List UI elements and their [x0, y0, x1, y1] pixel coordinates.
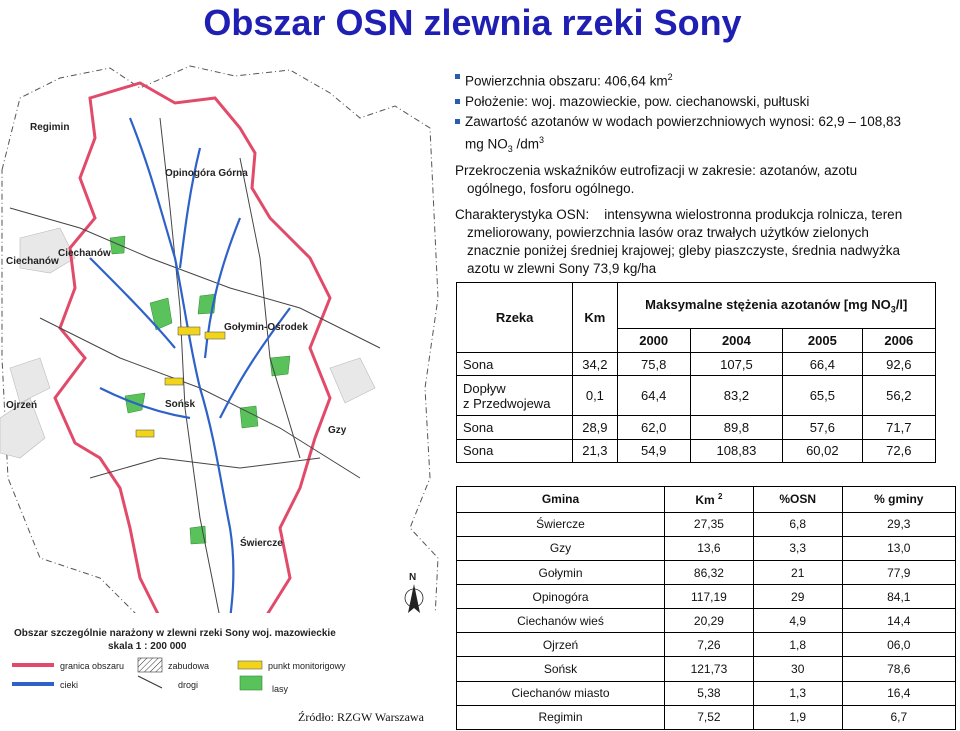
table-row: Dopływ z Przedwojewa 0,1 64,4 83,2 65,5 56,2	[457, 376, 936, 416]
svg-text:N: N	[409, 572, 417, 583]
table-row: Sona 34,2 75,8 107,5 66,4 92,6	[457, 353, 936, 376]
table-row: Ojrzeń 7,26 1,8 06,0	[457, 633, 956, 657]
table-row: Sońsk 121,73 30 78,6	[457, 657, 956, 681]
col-year: 2005	[783, 329, 863, 353]
map-label-opinogora: Opinogóra Górna	[165, 168, 248, 179]
info-area: Powierzchnia obszaru: 406,64 $km^2$	[455, 68, 945, 91]
table-row: Gołymin 86,32 21 77,9	[457, 560, 956, 584]
col-gmina: Gmina	[457, 487, 665, 513]
info-panel	[455, 68, 945, 280]
legend-forests-swatch	[240, 676, 262, 690]
legend-title: Obszar szczególnie narażony w zlewni rzeki Sony woj. mazowieckie	[14, 628, 336, 639]
source-note: Źródło: RZGW Warszawa	[298, 710, 424, 724]
svg-text:punkt monitorigowy: punkt monitorigowy	[268, 661, 346, 671]
gmina-table	[456, 486, 956, 730]
table-row: Gzy 13,6 3,3 13,0	[457, 536, 956, 560]
col-year: 2000	[617, 329, 690, 353]
nitrate-table	[456, 282, 936, 463]
col-year: 2004	[690, 329, 782, 353]
legend-scale: skala 1 : 200 000	[108, 641, 187, 652]
col-km: Km	[573, 283, 617, 353]
page-title: Obszar OSN zlewnia rzeki Sony	[203, 2, 742, 43]
svg-text:granica obszaru: granica obszaru	[60, 661, 125, 671]
col-max: Maksymalne stężenia azotanów [mg $NO_3/l$]	[617, 283, 935, 329]
col-area: Km $^2$	[665, 487, 754, 513]
map-label-sonsk: Sońsk	[165, 399, 196, 410]
table-row: Opinogóra 117,19 29 84,1	[457, 585, 956, 609]
north-arrow-icon	[405, 572, 423, 613]
map-label-ciechanow: Ciechanów	[58, 248, 111, 259]
col-gmina-pct: % gminy	[842, 487, 955, 513]
col-year: 2006	[862, 329, 935, 353]
table-row: Świercze 27,35 6,8 29,3	[457, 512, 956, 536]
legend-buildings-swatch	[138, 658, 162, 672]
table-row: Ciechanów wieś 20,29 4,9 14,4	[457, 609, 956, 633]
svg-text:zabudowa: zabudowa	[168, 661, 210, 671]
svg-text:cieki: cieki	[60, 680, 79, 690]
legend-point-swatch	[238, 661, 262, 669]
map-label-gzy: Gzy	[328, 425, 347, 436]
osn-map	[0, 58, 440, 730]
table-row: Regimin 7,52 1,9 6,7	[457, 705, 956, 729]
info-characteristics: Charakterystyka OSN: intensywna wielostronna produkcja rolnicza, teren zmeliorowany, powierzchnia lasów oraz trwałych użytków zielonych znacznie poniżej średniej krajowej; gleby piaszczyste, średnia nadwyżka azotu w zlewni Sony 73,9 kg/ha	[455, 206, 903, 276]
table-row: Sona 28,9 62,0 89,8 57,6 71,7	[457, 416, 936, 439]
map-label-swiercze: Świercze	[240, 538, 283, 549]
info-eutrophication: Przekroczenia wskaźników eutrofizacji w zakresie: azotanów, azotu ogólnego, fosforu ogólnego.	[455, 162, 858, 196]
col-river: Rzeka	[457, 283, 573, 353]
table-row: Sona 21,3 54,9 108,83 60,02 72,6	[457, 439, 936, 462]
col-osn: %OSN	[753, 487, 842, 513]
svg-text:lasy: lasy	[272, 684, 289, 694]
map-label-golymin: Gołymin-Ośrodek	[224, 322, 308, 333]
map-label-regimin: Regimin	[30, 122, 70, 133]
table-row: Ciechanów miasto 5,38 1,3 16,4	[457, 681, 956, 705]
map-label-ciechanow-2: Ciechanów	[6, 256, 59, 267]
svg-text:drogi: drogi	[178, 680, 199, 690]
info-nitrate: Zawartość azotanów w wodach powierzchniowych wynosi: 62,9 – 108,83 mg $NO_3$ $/dm^3$	[455, 113, 945, 158]
info-location: Położenie: woj. mazowieckie, pow. ciechanowski, pułtuski	[455, 93, 945, 111]
map-label-ojrzen: Ojrzeń	[6, 400, 38, 411]
